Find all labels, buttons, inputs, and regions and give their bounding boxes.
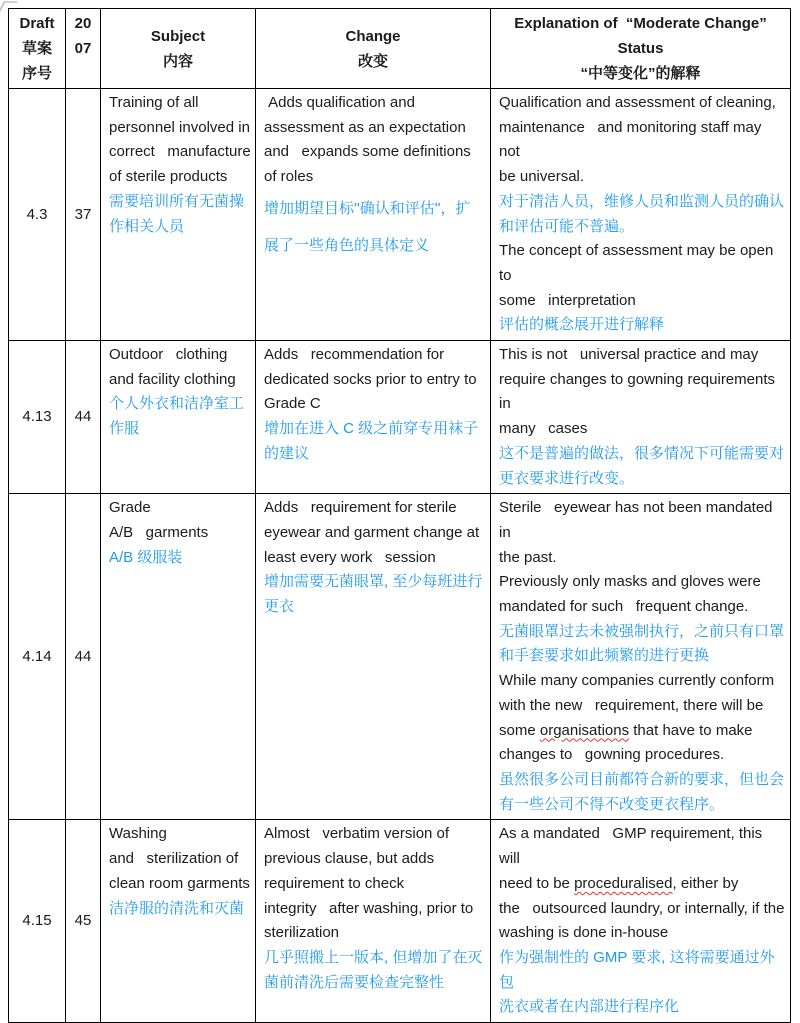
cell-2007-number: 45 [66, 820, 101, 1023]
table-body [9, 89, 791, 1023]
text-line: Almost verbatim version of [264, 825, 450, 843]
text-line: 对于清洁人员，维修人员和监测人员的确认 [499, 192, 785, 210]
table-row [9, 820, 791, 1023]
table-header [9, 9, 791, 89]
cell-draft-number: 4.15 [9, 820, 66, 1023]
text-line: mandated for such frequent change. [499, 598, 749, 616]
gmp-change-comparison-table [8, 8, 791, 1023]
table-row [9, 341, 791, 494]
text-line: 和手套要求如此频繁的进行更换 [499, 647, 710, 665]
header-line: “中等变化”的解释 [580, 65, 701, 82]
header-line: Subject [150, 27, 206, 45]
text-line: 作相关人员 [109, 217, 185, 235]
text-line: The concept of assessment may be open to [499, 242, 778, 284]
text-line: require changes to gowning requirements in [499, 370, 780, 413]
header-cell-subject [101, 9, 256, 89]
text-line: 菌前清洗后需要检查完整性 [264, 973, 445, 991]
cell-change [256, 494, 491, 820]
header-cell-explanation [491, 9, 791, 89]
text-line: be universal. [499, 168, 585, 186]
text-line: Adds recommendation for [264, 346, 445, 364]
text-line: 增加在进入 C 级之前穿专用袜子 [264, 420, 479, 438]
cell-explanation [491, 89, 791, 341]
text-line: clean room garments [109, 874, 250, 892]
text-line: 增加期望目标''确认和评估''，扩 [264, 199, 471, 217]
cell-subject [101, 89, 256, 341]
header-line: 序号 [21, 65, 52, 82]
text-line: 更衣要求进行改变。 [499, 469, 635, 487]
header-line: 内容 [162, 52, 193, 70]
cell-subject [101, 341, 256, 494]
text-line: many cases [499, 420, 588, 438]
text-line: integrity after washing, prior to [264, 899, 474, 917]
text-line: 更衣 [264, 598, 295, 616]
text-line: As a mandated GMP requirement, this will [499, 825, 767, 868]
text-line: some organisations that have to make [499, 721, 753, 739]
text-line: 洁净服的清洗和灭菌 [109, 899, 245, 917]
text-line: Adds requirement for sterile [264, 499, 457, 517]
header-line: 草案 [21, 40, 52, 57]
misspelled-word: proceduralised [574, 874, 673, 892]
text-line: the past. [499, 548, 557, 566]
text-line: Adds qualification and [264, 94, 415, 111]
header-line: 20 [74, 15, 92, 32]
cell-2007-number: 44 [66, 494, 101, 820]
text-line: requirement to check [264, 874, 405, 892]
header-line: Status [617, 40, 664, 57]
cell-explanation [491, 494, 791, 820]
header-line: Draft [19, 15, 55, 32]
text-line: of roles [264, 168, 314, 186]
header-line: Change [345, 27, 401, 45]
text-line: 洗衣或者在内部进行程序化 [499, 998, 680, 1016]
text-line: assessment as an expectation [264, 118, 466, 136]
text-line: sterilization [264, 924, 340, 942]
text-line: 展了一些角色的具体定义 [264, 236, 430, 254]
text-line: 和评估可能不普遍。 [499, 217, 635, 235]
text-line: with the new requirement, there will be [499, 696, 764, 714]
header-line: 07 [74, 40, 92, 57]
text-line: eyewear and garment change at [264, 523, 480, 541]
text-line: A/B garments [109, 523, 209, 541]
text-line: A/B 级服装 [109, 548, 183, 566]
text-line: Washing [109, 825, 167, 843]
text-line: Previously only masks and gloves were [499, 573, 761, 591]
cell-2007-number: 44 [66, 341, 101, 494]
text-line: 的建议 [264, 444, 310, 462]
cell-explanation [491, 341, 791, 494]
text-line: and facility clothing [109, 370, 236, 388]
text-line: Sterile eyewear has not been mandated in [499, 499, 777, 541]
text-line: correct manufacture [109, 143, 251, 161]
header-line: Explanation of “Moderate Change” [514, 15, 767, 32]
text-line: previous clause, but adds [264, 850, 435, 868]
table-row [9, 89, 791, 341]
text-line: the outsourced laundry, or internally, if the [499, 899, 785, 917]
text-line: 增加需要无菌眼罩, 至少每班进行 [264, 573, 483, 591]
text-line: need to be proceduralised, either by [499, 874, 739, 892]
header-cell-change [256, 9, 491, 89]
text-line: some interpretation [499, 291, 636, 309]
cell-subject [101, 494, 256, 820]
cell-subject [101, 820, 256, 1023]
text-line: 几乎照搬上一版本, 但增加了在灭 [264, 948, 483, 966]
text-line: dedicated socks prior to entry to [264, 370, 477, 388]
table-row [9, 494, 791, 820]
text-line: and expands some definitions [264, 143, 471, 161]
cell-2007-number: 37 [66, 89, 101, 341]
text-line: personnel involved in [109, 118, 250, 136]
text-line: washing is done in-house [499, 924, 669, 942]
cell-change [256, 341, 491, 494]
header-cell-draft [9, 9, 66, 89]
misspelled-word: organisations [539, 721, 630, 739]
text-line: least every work session [264, 548, 436, 566]
table-header-row [9, 9, 791, 89]
text-line: While many companies currently conform [499, 672, 775, 690]
text-line: Training of all [109, 94, 199, 111]
text-line: Outdoor clothing [109, 346, 228, 364]
text-line: Grade C [264, 395, 321, 413]
cell-draft-number: 4.14 [9, 494, 66, 820]
text-line: of sterile products [109, 168, 228, 186]
cell-draft-number: 4.13 [9, 341, 66, 494]
header-cell-y2007 [66, 9, 101, 89]
text-line: maintenance and monitoring staff may not [499, 118, 766, 161]
text-line: 无菌眼罩过去未被强制执行，之前只有口罩 [499, 622, 785, 640]
text-line: 虽然很多公司目前都符合新的要求，但也会 [499, 770, 785, 788]
text-line: 作为强制性的 GMP 要求, 这将需要通过外包 [499, 948, 775, 991]
text-line: Grade [109, 499, 151, 517]
cell-change [256, 89, 491, 341]
text-line: 评估的概念展开进行解释 [499, 316, 665, 334]
cell-draft-number: 4.3 [9, 89, 66, 341]
text-line: and sterilization of [109, 850, 239, 868]
text-line: 这不是普遍的做法，很多情况下可能需要对 [499, 444, 785, 462]
text-line: changes to gowning procedures. [499, 746, 725, 764]
text-line: Qualification and assessment of cleaning, [499, 94, 776, 111]
text-line: 个人外衣和洁净室工 [109, 395, 245, 413]
text-line: This is not universal practice and may [499, 346, 759, 364]
cell-change [256, 820, 491, 1023]
text-line: 需要培训所有无菌操 [109, 192, 245, 210]
text-line: 有一些公司不得不改变更衣程序。 [499, 795, 725, 813]
text-line: 作服 [109, 420, 140, 438]
header-line: 改变 [357, 52, 388, 70]
cell-explanation [491, 820, 791, 1023]
